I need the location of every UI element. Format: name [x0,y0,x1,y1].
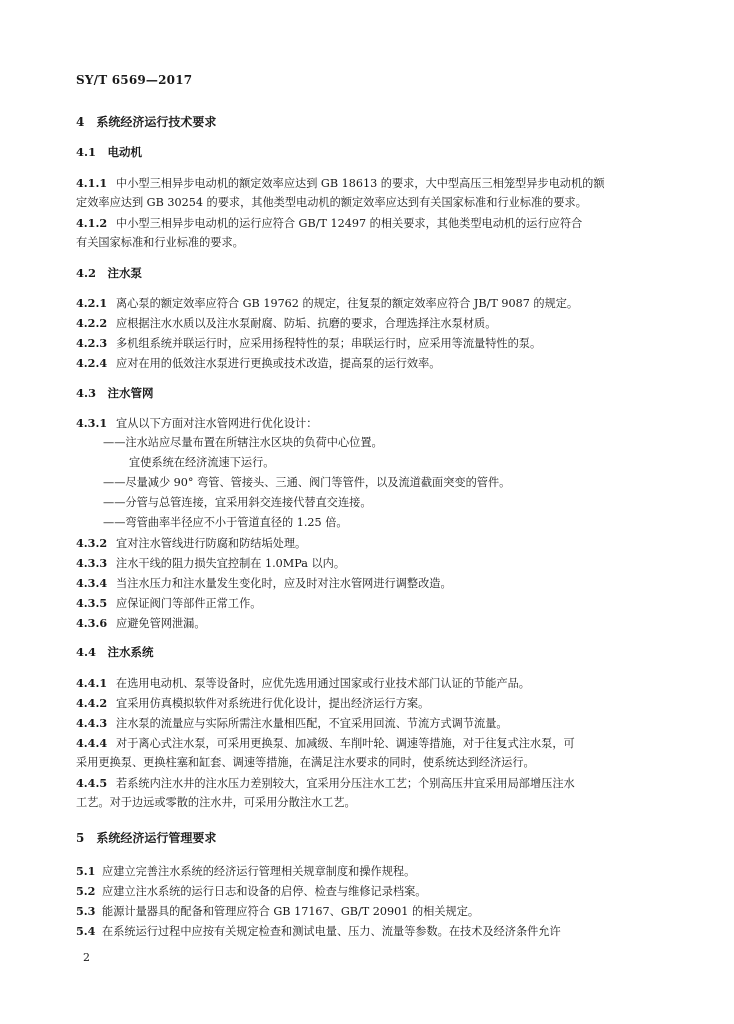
clause-4-3-1 [76,413,656,434]
clause-number: 4.3.3 [76,556,108,570]
clause-4-1-2-continuation: 有关国家标准和行业标准的要求。 [76,236,244,249]
clause-text: 在系统运行过程中应按有关规定检查和测试电量、压力、流量等参数。在技术及经济条件允许 [102,925,561,938]
clause-4-3-2 [76,533,656,554]
clause-number: 4.2.4 [76,356,108,370]
clause-4-2-2 [76,313,656,334]
list-item: ——注水站应尽量布置在所辖注水区块的负荷中心位置。 [103,436,383,449]
clause-text: 应建立注水系统的运行日志和设备的启停、检查与维修记录档案。 [102,885,427,898]
clause-text: 应避免管网泄漏。 [116,617,206,630]
clause-4-4-1 [76,673,656,694]
clause-text: 宜采用仿真模拟软件对系统进行优化设计，提出经济运行方案。 [116,697,430,710]
clause-text: 离心泵的额定效率应符合 GB 19762 的规定，往复泵的额定效率应符合 JB/T 9087 的规定。 [116,297,579,310]
section-4-1-heading: 4.1 电动机 [76,145,143,159]
clause-4-1-1 [76,173,656,194]
clause-number: 5.2 [76,884,96,898]
section-4-3-heading: 4.3 注水管网 [76,386,154,400]
clause-4-3-3 [76,553,656,574]
section-4-2-heading: 4.2 注水泵 [76,266,143,280]
clause-text: 宜从以下方面对注水管网进行优化设计： [116,417,318,430]
clause-text: 宜对注水管线进行防腐和防结垢处理。 [116,537,307,550]
clause-text: 中小型三相异步电动机的运行应符合 GB/T 12497 的相关要求，其他类型电动机的运行应符合 [116,217,583,230]
clause-text: 应建立完善注水系统的经济运行管理相关规章制度和操作规程。 [102,865,416,878]
list-item-continuation: 宜使系统在经济流速下运行。 [129,456,275,469]
clause-text: 若系统内注水井的注水压力差别较大，宜采用分压注水工艺；个别高压井宜采用局部增压注水 [116,777,575,790]
clause-number: 4.4.2 [76,696,108,710]
clause-text: 中小型三相异步电动机的额定效率应达到 GB 18613 的要求，大中型高压三相笼型异步电动机的额 [116,177,605,190]
clause-text: 注水泵的流量应与实际所需注水量相匹配，不宜采用回流、节流方式调节流量。 [116,717,508,730]
page-number: 2 [83,951,90,964]
clause-4-2-3 [76,333,656,354]
clause-text: 能源计量器具的配备和管理应符合 GB 17167、GB/T 20901 的相关规定。 [102,905,480,918]
clause-number: 4.2.1 [76,296,108,310]
clause-4-4-5-continuation: 工艺。对于边远或零散的注水井，可采用分散注水工艺。 [76,796,356,809]
clause-4-4-4 [76,733,656,754]
list-item: ——弯管曲率半径应不小于管道直径的 1.25 倍。 [103,516,348,529]
clause-number: 4.1.1 [76,176,108,190]
clause-number: 4.3.2 [76,536,108,550]
list-item: ——分管与总管连接，宜采用斜交连接代替直交连接。 [103,496,372,509]
clause-number: 4.4.4 [76,736,108,750]
clause-number: 4.4.3 [76,716,108,730]
clause-number: 5.1 [76,864,96,878]
clause-number: 4.3.5 [76,596,108,610]
clause-number: 4.3.4 [76,576,108,590]
clause-text: 应对在用的低效注水泵进行更换或技术改造，提高泵的运行效率。 [116,357,441,370]
clause-4-3-6 [76,613,656,634]
clause-number: 4.4.5 [76,776,108,790]
clause-number: 4.3.6 [76,616,108,630]
clause-number: 5.4 [76,924,96,938]
clause-4-3-5 [76,593,656,614]
clause-4-1-2 [76,213,656,234]
section-5-heading: 5 系统经济运行管理要求 [76,831,217,845]
clause-text: 多机组系统并联运行时，应采用扬程特性的泵；串联运行时，应采用等流量特性的泵。 [116,337,542,350]
clause-text: 注水干线的阻力损失宜控制在 1.0MPa 以内。 [116,557,346,570]
clause-5-1 [76,861,656,882]
clause-4-4-2 [76,693,656,714]
standard-number-header: SY/T 6569—2017 [76,73,193,87]
clause-text: 应根据注水水质以及注水泵耐腐、防垢、抗磨的要求，合理选择注水泵材质。 [116,317,497,330]
clause-5-2 [76,881,656,902]
clause-number: 4.2.3 [76,336,108,350]
section-4-heading: 4 系统经济运行技术要求 [76,115,217,129]
clause-4-1-1-continuation: 定效率应达到 GB 30254 的要求，其他类型电动机的额定效率应达到有关国家标准和行业标准的要求。 [76,196,587,209]
clause-4-3-4 [76,573,656,594]
clause-text: 对于离心式注水泵，可采用更换泵、加减级、车削叶轮、调速等措施，对于往复式注水泵，可 [116,737,575,750]
clause-number: 4.4.1 [76,676,108,690]
clause-number: 4.3.1 [76,416,108,430]
clause-number: 5.3 [76,904,96,918]
section-4-4-heading: 4.4 注水系统 [76,645,154,659]
clause-5-3 [76,901,656,922]
list-item: ——尽量减少 90° 弯管、管接头、三通、阀门等管件，以及流道截面突变的管件。 [103,476,511,489]
clause-4-2-4 [76,353,656,374]
clause-text: 当注水压力和注水量发生变化时，应及时对注水管网进行调整改造。 [116,577,452,590]
clause-4-4-3 [76,713,656,734]
clause-4-2-1 [76,293,656,314]
clause-number: 4.2.2 [76,316,108,330]
clause-5-4 [76,921,656,942]
clause-4-4-5 [76,773,656,794]
clause-text: 应保证阀门等部件正常工作。 [116,597,262,610]
clause-4-4-4-continuation: 采用更换泵、更换柱塞和缸套、调速等措施，在满足注水要求的同时，使系统达到经济运行。 [76,756,535,769]
clause-number: 4.1.2 [76,216,108,230]
clause-text: 在选用电动机、泵等设备时，应优先选用通过国家或行业技术部门认证的节能产品。 [116,677,530,690]
